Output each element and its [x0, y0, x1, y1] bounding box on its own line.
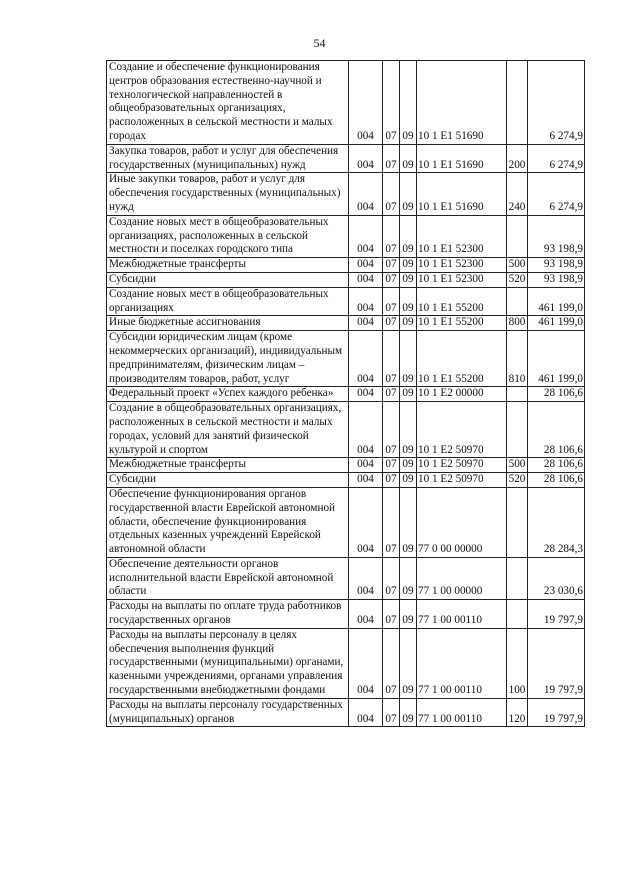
- row-section-code: 07: [383, 173, 400, 215]
- row-target-code: 10 1 Е1 52300: [417, 215, 507, 257]
- row-subsection-code: 09: [400, 402, 417, 458]
- row-amount: 461 199,0: [528, 331, 585, 387]
- row-expense-type: [507, 402, 528, 458]
- row-name-cell: [107, 557, 349, 599]
- row-section-code: 07: [383, 144, 400, 173]
- row-name-cell: [107, 600, 349, 629]
- table-row: [107, 331, 585, 387]
- row-name: Создание в общеобразовательных организациях, расположенных в сельской местности и малых городах, условий для занятий физической культурой и спортом: [109, 402, 342, 456]
- budget-table: [106, 60, 585, 727]
- row-amount: 28 106,6: [528, 402, 585, 458]
- row-subsection-code: 09: [400, 698, 417, 727]
- row-amount: 93 198,9: [528, 258, 585, 273]
- row-admin-code: 004: [349, 473, 383, 488]
- row-target-code: 77 1 00 00000: [417, 557, 507, 599]
- row-amount: 19 797,9: [528, 698, 585, 727]
- row-subsection-code: 09: [400, 173, 417, 215]
- table-row: [107, 61, 585, 145]
- row-subsection-code: 09: [400, 628, 417, 698]
- row-target-code: 10 1 Е2 00000: [417, 387, 507, 402]
- table-row: [107, 402, 585, 458]
- row-section-code: 07: [383, 287, 400, 316]
- row-expense-type: [507, 61, 528, 145]
- row-name: Расходы на выплаты персоналу в целях обеспечения выполнения функций государственными (муниципальными) органами, казенными учреждениями, органами управления государственными внебюджетными фондами: [109, 628, 344, 697]
- row-name: Субсидии: [109, 272, 156, 285]
- row-section-code: 07: [383, 331, 400, 387]
- row-section-code: 07: [383, 557, 400, 599]
- row-target-code: 77 1 00 00110: [417, 628, 507, 698]
- row-target-code: 10 1 Е2 50970: [417, 402, 507, 458]
- row-admin-code: 004: [349, 331, 383, 387]
- row-section-code: 07: [383, 272, 400, 287]
- row-admin-code: 004: [349, 287, 383, 316]
- table-row: [107, 316, 585, 331]
- row-admin-code: 004: [349, 272, 383, 287]
- row-section-code: 07: [383, 600, 400, 629]
- row-name-cell: [107, 698, 349, 727]
- row-amount: 23 030,6: [528, 557, 585, 599]
- row-name-cell: [107, 215, 349, 257]
- row-name-cell: [107, 61, 349, 145]
- row-admin-code: 004: [349, 144, 383, 173]
- row-amount: 461 199,0: [528, 316, 585, 331]
- row-expense-type: 120: [507, 698, 528, 727]
- table-row: [107, 600, 585, 629]
- row-target-code: 10 1 Е1 55200: [417, 287, 507, 316]
- row-amount: 461 199,0: [528, 287, 585, 316]
- row-amount: 6 274,9: [528, 173, 585, 215]
- row-section-code: 07: [383, 473, 400, 488]
- row-target-code: 10 1 Е1 51690: [417, 61, 507, 145]
- row-admin-code: 004: [349, 61, 383, 145]
- row-name-cell: [107, 287, 349, 316]
- row-name: Субсидии: [109, 473, 156, 486]
- row-expense-type: 520: [507, 473, 528, 488]
- row-amount: 6 274,9: [528, 144, 585, 173]
- row-target-code: 10 1 Е1 51690: [417, 173, 507, 215]
- row-target-code: 10 1 Е1 51690: [417, 144, 507, 173]
- row-section-code: 07: [383, 215, 400, 257]
- table-row: [107, 698, 585, 727]
- row-admin-code: 004: [349, 698, 383, 727]
- row-name-cell: [107, 387, 349, 402]
- row-admin-code: 004: [349, 402, 383, 458]
- table-row: [107, 628, 585, 698]
- row-expense-type: 240: [507, 173, 528, 215]
- row-expense-type: [507, 487, 528, 557]
- row-section-code: 07: [383, 387, 400, 402]
- row-subsection-code: 09: [400, 487, 417, 557]
- row-subsection-code: 09: [400, 473, 417, 488]
- row-amount: 28 106,6: [528, 458, 585, 473]
- row-expense-type: [507, 600, 528, 629]
- row-name-cell: [107, 402, 349, 458]
- row-name: Обеспечение функционирования органов государственной власти Еврейской автономной области, обеспечение функционирования отдельных казенных учреждений Еврейской автономной области: [109, 487, 336, 556]
- row-target-code: 77 1 00 00110: [417, 698, 507, 727]
- row-name-cell: [107, 628, 349, 698]
- row-name-cell: [107, 473, 349, 488]
- row-subsection-code: 09: [400, 600, 417, 629]
- row-subsection-code: 09: [400, 387, 417, 402]
- row-expense-type: [507, 557, 528, 599]
- table-row: [107, 258, 585, 273]
- row-expense-type: [507, 215, 528, 257]
- row-name-cell: [107, 458, 349, 473]
- row-subsection-code: 09: [400, 144, 417, 173]
- row-admin-code: 004: [349, 316, 383, 331]
- row-subsection-code: 09: [400, 215, 417, 257]
- row-name: Межбюджетные трансферты: [109, 458, 246, 471]
- row-expense-type: 500: [507, 458, 528, 473]
- row-amount: 93 198,9: [528, 272, 585, 287]
- row-target-code: 10 1 Е1 55200: [417, 331, 507, 387]
- page-number: 54: [313, 36, 326, 50]
- row-name: Межбюджетные трансферты: [109, 258, 246, 271]
- row-subsection-code: 09: [400, 557, 417, 599]
- row-section-code: 07: [383, 487, 400, 557]
- row-section-code: 07: [383, 316, 400, 331]
- row-amount: 28 106,6: [528, 387, 585, 402]
- row-expense-type: [507, 287, 528, 316]
- row-name-cell: [107, 173, 349, 215]
- row-admin-code: 004: [349, 600, 383, 629]
- row-name: Создание новых мест в общеобразовательных организациях: [109, 287, 329, 314]
- row-amount: 19 797,9: [528, 628, 585, 698]
- row-amount: 6 274,9: [528, 61, 585, 145]
- row-admin-code: 004: [349, 258, 383, 273]
- row-admin-code: 004: [349, 173, 383, 215]
- row-section-code: 07: [383, 458, 400, 473]
- row-name: Закупка товаров, работ и услуг для обеспечения государственных (муниципальных) нужд: [109, 144, 339, 171]
- row-amount: 28 106,6: [528, 473, 585, 488]
- row-name-cell: [107, 331, 349, 387]
- row-target-code: 10 1 Е1 55200: [417, 316, 507, 331]
- row-name: Субсидии юридическим лицам (кроме некоммерческих организаций), индивидуальным предпринимателям, физическим лицам – производителям товаров, работ, услуг: [109, 331, 343, 385]
- row-target-code: 10 1 Е2 50970: [417, 458, 507, 473]
- row-section-code: 07: [383, 698, 400, 727]
- table-row: [107, 473, 585, 488]
- row-name: Обеспечение деятельности органов исполнительной власти Еврейской автономной области: [109, 557, 334, 598]
- row-name: Расходы на выплаты по оплате труда работников государственных органов: [109, 600, 342, 627]
- row-amount: 93 198,9: [528, 215, 585, 257]
- row-target-code: 10 1 Е2 50970: [417, 473, 507, 488]
- row-amount: 19 797,9: [528, 600, 585, 629]
- row-name: Иные бюджетные ассигнования: [109, 316, 261, 329]
- row-name-cell: [107, 272, 349, 287]
- row-section-code: 07: [383, 402, 400, 458]
- table-body: [107, 61, 585, 727]
- row-subsection-code: 09: [400, 287, 417, 316]
- row-expense-type: 200: [507, 144, 528, 173]
- row-admin-code: 004: [349, 557, 383, 599]
- row-name-cell: [107, 258, 349, 273]
- row-subsection-code: 09: [400, 258, 417, 273]
- row-name: Создание новых мест в общеобразовательных организациях, расположенных в сельской местности и поселках городского типа: [109, 215, 329, 256]
- table-row: [107, 287, 585, 316]
- row-target-code: 77 0 00 00000: [417, 487, 507, 557]
- row-section-code: 07: [383, 258, 400, 273]
- row-subsection-code: 09: [400, 272, 417, 287]
- row-expense-type: 810: [507, 331, 528, 387]
- row-subsection-code: 09: [400, 61, 417, 145]
- row-admin-code: 004: [349, 487, 383, 557]
- row-target-code: 10 1 Е1 52300: [417, 258, 507, 273]
- row-admin-code: 004: [349, 628, 383, 698]
- table-row: [107, 215, 585, 257]
- row-subsection-code: 09: [400, 458, 417, 473]
- row-expense-type: 100: [507, 628, 528, 698]
- row-expense-type: 500: [507, 258, 528, 273]
- row-section-code: 07: [383, 628, 400, 698]
- row-name-cell: [107, 487, 349, 557]
- row-subsection-code: 09: [400, 331, 417, 387]
- row-expense-type: 800: [507, 316, 528, 331]
- row-admin-code: 004: [349, 215, 383, 257]
- table-row: [107, 487, 585, 557]
- row-target-code: 10 1 Е1 52300: [417, 272, 507, 287]
- row-name-cell: [107, 144, 349, 173]
- table-row: [107, 458, 585, 473]
- table-row: [107, 557, 585, 599]
- table-row: [107, 144, 585, 173]
- row-name: Иные закупки товаров, работ и услуг для обеспечения государственных (муниципальных) нужд: [109, 173, 341, 213]
- row-admin-code: 004: [349, 387, 383, 402]
- row-admin-code: 004: [349, 458, 383, 473]
- row-target-code: 77 1 00 00110: [417, 600, 507, 629]
- row-name-cell: [107, 316, 349, 331]
- table-row: [107, 173, 585, 215]
- row-expense-type: [507, 387, 528, 402]
- row-name: Создание и обеспечение функционирования центров образования естественно-научной и технологической направленностей в общеобразовательных организациях, расположенных в сельской местности и малых городах: [109, 61, 333, 142]
- row-expense-type: 520: [507, 272, 528, 287]
- row-amount: 28 284,3: [528, 487, 585, 557]
- row-name: Федеральный проект «Успех каждого ребенка»: [109, 387, 334, 400]
- table-row: [107, 272, 585, 287]
- table-row: [107, 387, 585, 402]
- row-subsection-code: 09: [400, 316, 417, 331]
- row-name: Расходы на выплаты персоналу государственных (муниципальных) органов: [109, 698, 343, 725]
- row-section-code: 07: [383, 61, 400, 145]
